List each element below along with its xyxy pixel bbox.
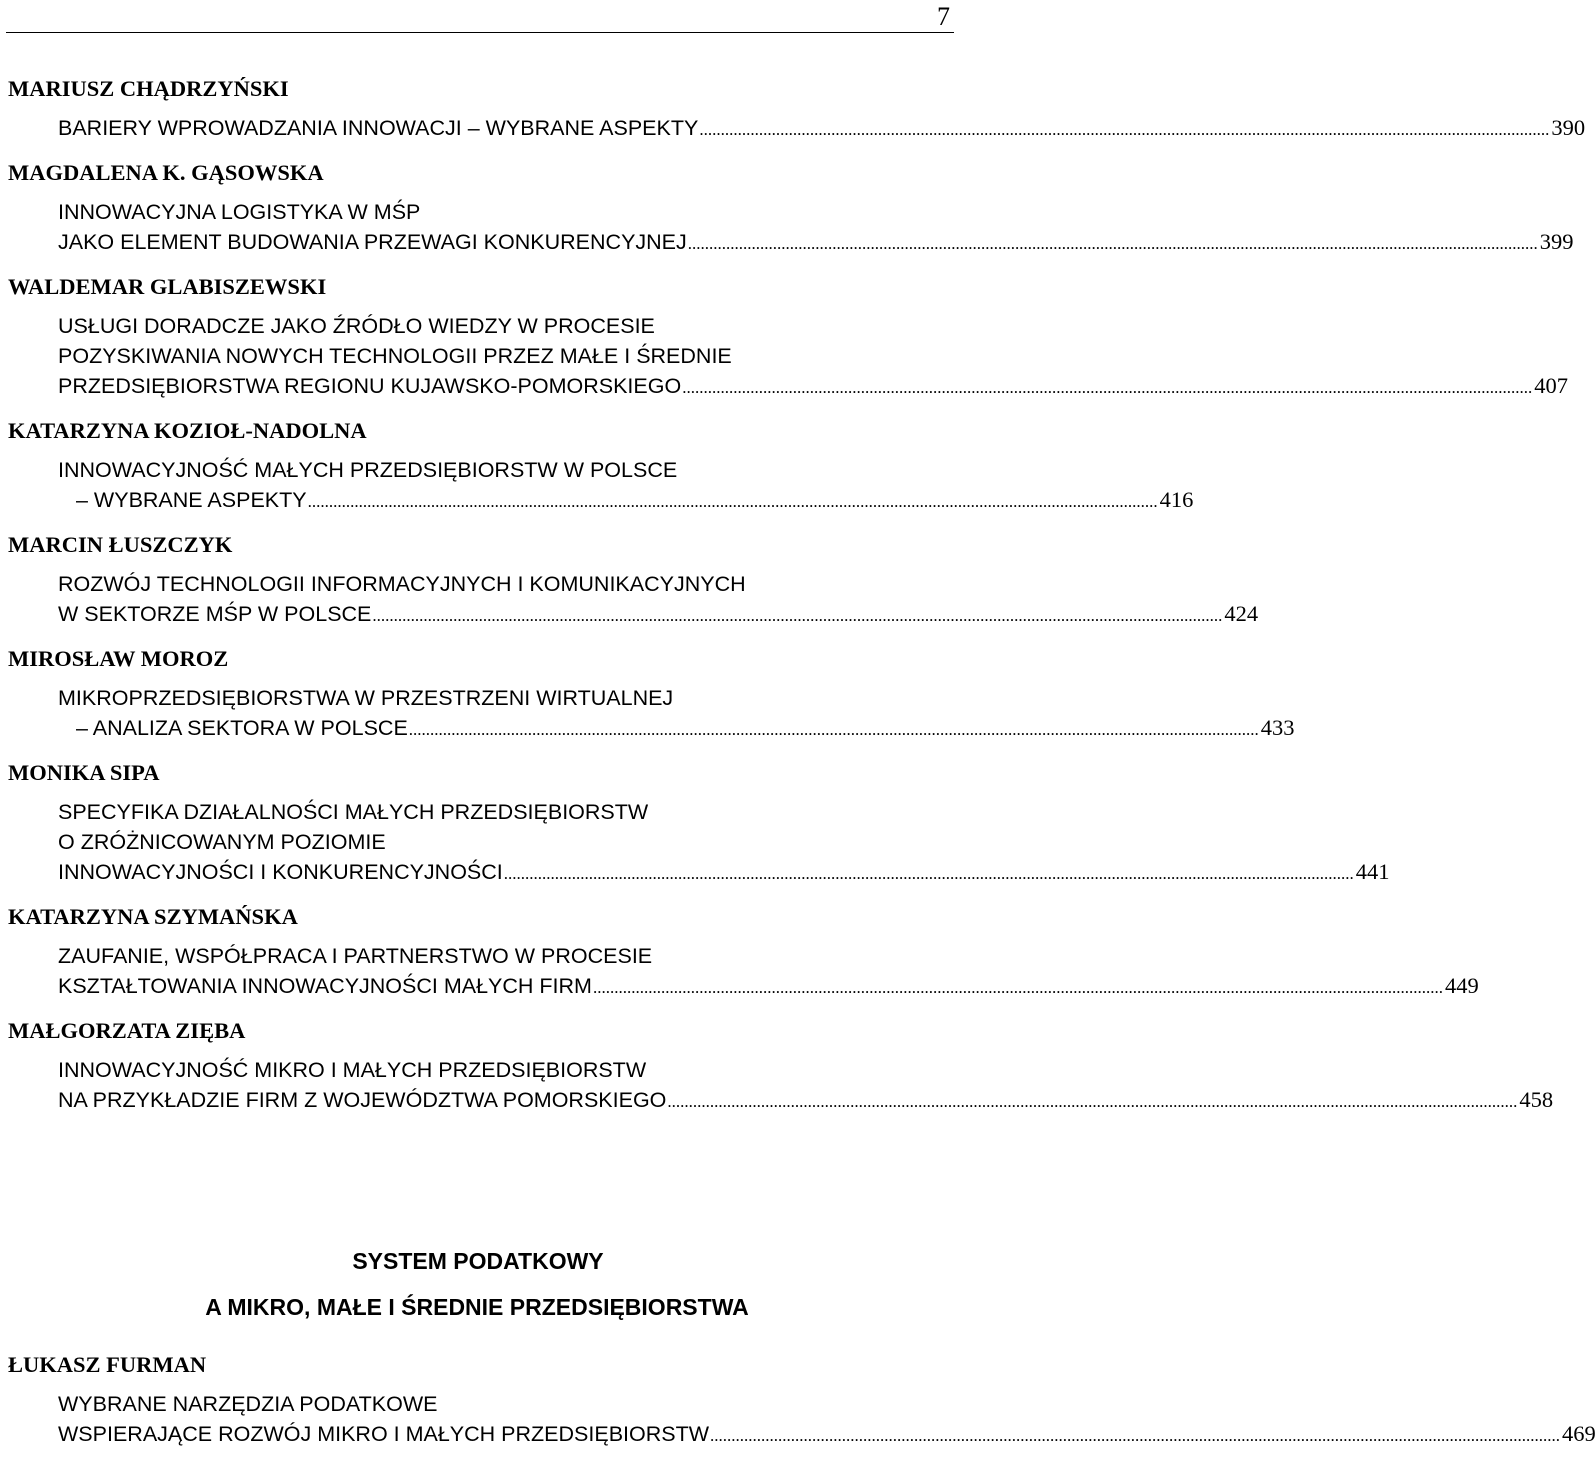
title-line: O ZRÓŻNICOWANYM POZIOMIE [58,830,386,854]
article-title [0,569,1259,631]
title-line: WYBRANE NARZĘDZIA PODATKOWE [58,1392,438,1416]
section-title-line1: SYSTEM PODATKOWY [352,1248,604,1274]
title-line: ROZWÓJ TECHNOLOGII INFORMACYJNYCH I KOMUNIKACYJNYCH [58,572,746,596]
title-line: JAKO ELEMENT BUDOWANIA PRZEWAGI KONKURENCYJNEJ [58,230,687,254]
article-title [0,1389,1596,1451]
page-number: 7 [937,2,950,31]
header-rule [6,32,954,33]
toc-entry [0,158,1574,259]
title-line: INNOWACYJNOŚCI I KONKURENCYJNOŚCI [58,860,503,884]
article-title [0,113,1586,145]
article-title [0,797,1390,889]
article-title [0,311,1568,403]
toc-entry [0,530,1259,631]
page-ref: 399 [1539,229,1574,254]
toc-entry [0,1350,1596,1451]
dot-leader: ........................................................................................................................................................................................................ [682,378,1533,397]
page-ref: 469 [1562,1421,1596,1446]
author-name: MIROSŁAW MOROZ [8,646,229,671]
page-ref: 458 [1519,1087,1554,1112]
dot-leader: ........................................................................................................................................................................................................ [710,1426,1561,1445]
title-last-line [0,371,1568,403]
article-title [0,1055,1554,1117]
toc-entry [0,272,1568,403]
title-last-line [0,227,1574,259]
dot-leader: ........................................................................................................................................................................................................ [503,864,1354,883]
article-title [0,197,1574,259]
title-last-line [0,971,1479,1003]
dot-leader: ........................................................................................................................................................................................................ [372,606,1223,625]
title-line: INNOWACYJNOŚĆ MAŁYCH PRZEDSIĘBIORSTW W POLSCE [58,458,678,482]
title-line: POZYSKIWANIA NOWYCH TECHNOLOGII PRZEZ MAŁE I ŚREDNIE [58,344,732,368]
author-name: WALDEMAR GLABISZEWSKI [8,274,327,299]
author-name: MARCIN ŁUSZCZYK [8,532,233,557]
dot-leader: ........................................................................................................................................................................................................ [307,492,1158,511]
toc-entry [0,1016,1554,1117]
author-name: MAGDALENA K. GĄSOWSKA [8,160,324,185]
author-name: MONIKA SIPA [8,760,160,785]
toc-entry [0,416,1194,517]
article-title [0,455,1194,517]
title-line: MIKROPRZEDSIĘBIORSTWA W PRZESTRZENI WIRTUALNEJ [58,686,674,710]
section-title-line2: A MIKRO, MAŁE I ŚREDNIE PRZEDSIĘBIORSTWA [205,1294,749,1320]
dot-leader: ........................................................................................................................................................................................................ [592,978,1443,997]
title-line: – WYBRANE ASPEKTY [76,488,307,512]
author-name: KATARZYNA SZYMAŃSKA [8,904,298,929]
title-line: – ANALIZA SEKTORA W POLSCE [76,716,408,740]
title-last-line [0,113,1586,145]
table-of-contents [0,74,1586,1130]
author-name: MAŁGORZATA ZIĘBA [8,1018,246,1043]
title-line: ZAUFANIE, WSPÓŁPRACA I PARTNERSTWO W PROCESIE [58,944,653,968]
title-last-line [0,857,1390,889]
title-line: W SEKTORZE MŚP W POLSCE [58,602,372,626]
title-last-line [0,1085,1554,1117]
page-ref: 407 [1534,373,1568,398]
author-name: KATARZYNA KOZIOŁ-NADOLNA [8,418,367,443]
page-ref: 449 [1444,973,1479,998]
dot-leader: ........................................................................................................................................................................................................ [408,720,1259,739]
title-line: KSZTAŁTOWANIA INNOWACYJNOŚCI MAŁYCH FIRM [58,974,592,998]
title-last-line [0,1419,1596,1451]
author-name: MARIUSZ CHĄDRZYŃSKI [8,76,289,101]
toc-entry [0,758,1390,889]
page-ref: 424 [1224,601,1259,626]
dot-leader: ........................................................................................................................................................................................................ [687,234,1538,253]
title-line: NA PRZYKŁADZIE FIRM Z WOJEWÓDZTWA POMORSKIEGO [58,1088,667,1112]
title-line: BARIERY WPROWADZANIA INNOWACJI – WYBRANE ASPEKTY [58,116,699,140]
title-last-line [0,599,1259,631]
article-title [0,683,1295,745]
page-ref: 441 [1355,859,1390,884]
page-ref: 433 [1260,715,1295,740]
title-line: PRZEDSIĘBIORSTWA REGIONU KUJAWSKO-POMORSKIEGO [58,374,682,398]
toc-entry [0,644,1295,745]
toc-entry [0,74,1586,145]
page-ref: 416 [1159,487,1194,512]
title-last-line [0,713,1295,745]
author-name: ŁUKASZ FURMAN [8,1352,207,1377]
title-line: INNOWACYJNA LOGISTYKA W MŚP [58,200,421,224]
toc-entry [0,902,1479,1003]
page-ref: 390 [1551,115,1586,140]
title-line: SPECYFIKA DZIAŁALNOŚCI MAŁYCH PRZEDSIĘBIORSTW [58,800,649,824]
section-table-of-contents [0,1350,1596,1464]
dot-leader: ........................................................................................................................................................................................................ [667,1092,1518,1111]
title-line: WSPIERAJĄCE ROZWÓJ MIKRO I MAŁYCH PRZEDSIĘBIORSTW [58,1422,710,1446]
title-line: INNOWACYJNOŚĆ MIKRO I MAŁYCH PRZEDSIĘBIORSTW [58,1058,647,1082]
title-line: USŁUGI DORADCZE JAKO ŹRÓDŁO WIEDZY W PROCESIE [58,314,655,338]
title-last-line [0,485,1194,517]
dot-leader: ........................................................................................................................................................................................................ [699,120,1550,139]
article-title [0,941,1479,1003]
